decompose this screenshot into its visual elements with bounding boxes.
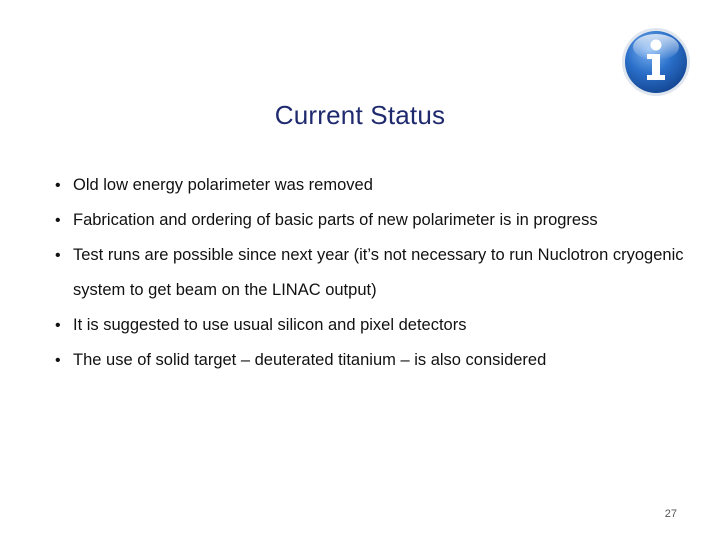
- bullet-list: [55, 168, 695, 378]
- bullet-item: [55, 308, 695, 343]
- bullet-dot-icon: •: [55, 317, 61, 334]
- bullet-text: It is suggested to use usual silicon and pixel detectors: [73, 316, 467, 334]
- bullet-item: [55, 238, 695, 308]
- bullet-dot-icon: •: [55, 177, 61, 194]
- bullet-text: Old low energy polarimeter was removed: [73, 176, 373, 194]
- page-number: 27: [664, 508, 677, 520]
- bullet-item: [55, 343, 695, 378]
- bullet-text: Test runs are possible since next year (it’s not necessary to run Nuclotron cryogenic system to get beam on the LINAC output): [73, 246, 684, 299]
- bullet-item: [55, 203, 695, 238]
- bullet-text: The use of solid target – deuterated titanium – is also considered: [73, 351, 547, 369]
- slide-title: Current Status: [274, 100, 446, 130]
- info-icon: [620, 26, 692, 98]
- bullet-dot-icon: •: [55, 352, 61, 369]
- bullet-item: [55, 168, 695, 203]
- bullet-dot-icon: •: [55, 212, 61, 229]
- bullet-dot-icon: •: [55, 247, 61, 264]
- bullet-text: Fabrication and ordering of basic parts of new polarimeter is in progress: [73, 211, 598, 229]
